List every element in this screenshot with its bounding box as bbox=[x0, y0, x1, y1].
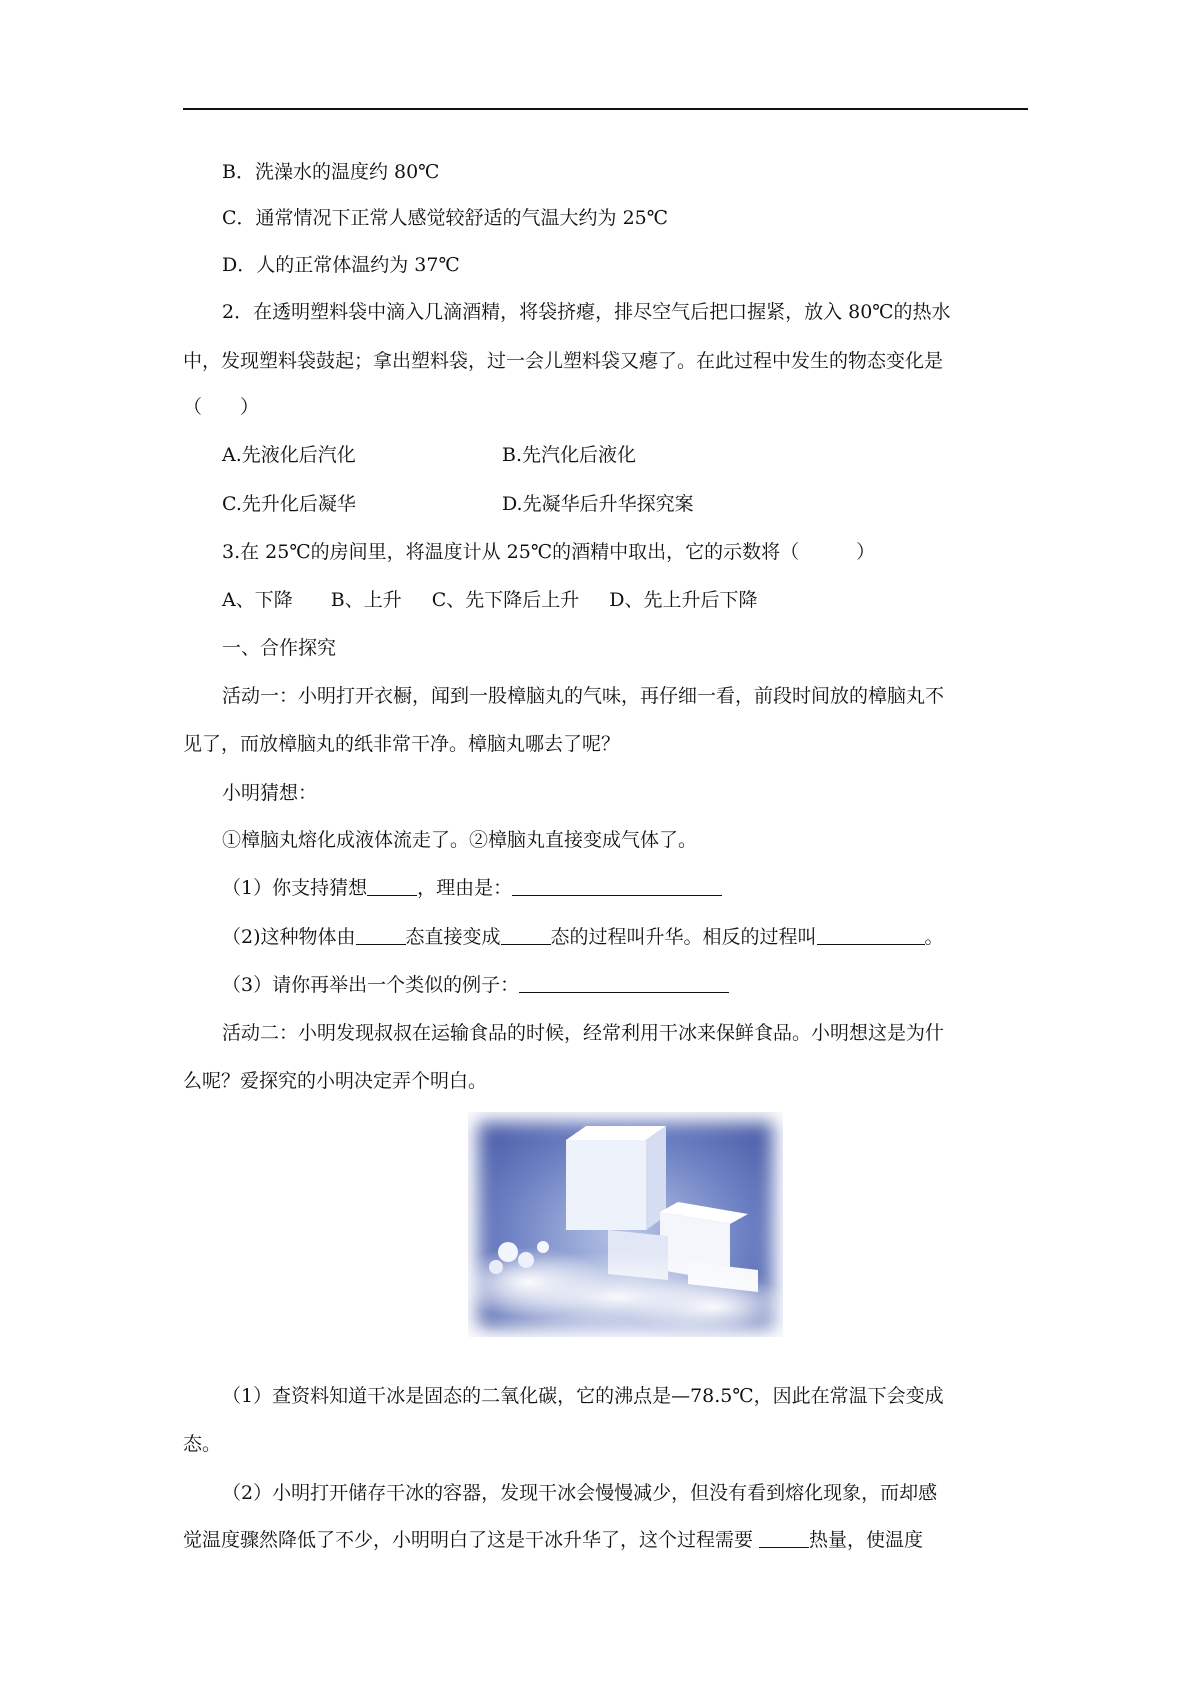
activity2-p1-line1: （1）查资料知道干冰是固态的二氧化碳，它的沸点是—78.5℃，因此在常温下会变成 bbox=[222, 1385, 944, 1407]
activity1-question-3: （3）请你再举出一个类似的例子： bbox=[222, 973, 729, 997]
blank-guess[interactable] bbox=[367, 877, 417, 896]
activity2-p1-line2: 态。 bbox=[183, 1433, 222, 1455]
q1-option-d: D．人的正常体温约为 37℃ bbox=[222, 254, 460, 276]
guess-label: 小明猜想： bbox=[222, 782, 318, 804]
q2-option-c: C.先升化后凝华 bbox=[222, 493, 356, 515]
header-rule bbox=[183, 108, 1028, 110]
blank-state-to[interactable] bbox=[501, 926, 551, 945]
q3-options bbox=[222, 588, 757, 612]
q1-option-b: B．洗澡水的温度约 80℃ bbox=[222, 161, 440, 183]
q2-answer-paren: （ ） bbox=[183, 396, 260, 418]
activity1-line1: 活动一：小明打开衣橱，闻到一股樟脑丸的气味，再仔细一看，前段时间放的樟脑丸不 bbox=[222, 685, 945, 707]
activity1-question-1: （1）你支持猜想 ，理由是： bbox=[222, 876, 722, 900]
section-heading: 一、合作探究 bbox=[222, 637, 337, 659]
activity2-line1: 活动二：小明发现叔叔在运输食品的时候，经常利用干冰来保鲜食品。小明想这是为什 bbox=[222, 1022, 945, 1044]
activity1-line2: 见了，而放樟脑丸的纸非常干净。樟脑丸哪去了呢？ bbox=[183, 733, 621, 755]
q3-option-d: D、先上升后下降 bbox=[609, 589, 758, 611]
q2-option-a: A.先液化后汽化 bbox=[222, 444, 356, 466]
blank-example[interactable] bbox=[519, 974, 729, 993]
blank-state-from[interactable] bbox=[356, 926, 406, 945]
q3-option-b: B、上升 bbox=[330, 589, 402, 611]
q3-option-c: C、先下降后上升 bbox=[431, 589, 580, 611]
blank-reverse-process[interactable] bbox=[817, 926, 925, 945]
activity2-p2-line1: （2）小明打开储存干冰的容器，发现干冰会慢慢减少，但没有看到熔化现象，而却感 bbox=[222, 1482, 938, 1504]
guesses: ①樟脑丸熔化成液体流走了。②樟脑丸直接变成气体了。 bbox=[222, 829, 698, 851]
q3-stem: 3.在 25℃的房间里，将温度计从 25℃的酒精中取出，它的示数将（ ） bbox=[222, 541, 876, 563]
blank-reason[interactable] bbox=[512, 877, 722, 896]
activity2-line2: 么呢？爱探究的小明决定弄个明白。 bbox=[183, 1070, 488, 1092]
q2-stem-line2: 中，发现塑料袋鼓起；拿出塑料袋，过一会儿塑料袋又瘪了。在此过程中发生的物态变化是 bbox=[183, 350, 944, 372]
q2-stem-line1: 2．在透明塑料袋中滴入几滴酒精，将袋挤瘪，排尽空气后把口握紧，放入 80℃的热水 bbox=[222, 301, 951, 323]
q2-option-b: B.先汽化后液化 bbox=[502, 444, 637, 466]
activity2-p2-line2: 觉温度骤然降低了不少，小明明白了这是干冰升华了，这个过程需要 热量，使温度 bbox=[183, 1529, 924, 1551]
activity1-question-2: （2)这种物体由 态直接变成 态的过程叫升华。相反的过程叫 。 bbox=[222, 926, 944, 948]
q3-option-a: A、下降 bbox=[222, 589, 293, 611]
q1-option-c: C．通常情况下正常人感觉较舒适的气温大约为 25℃ bbox=[222, 207, 669, 229]
q2-option-d: D.先凝华后升华探究案 bbox=[502, 493, 694, 515]
blank-heat[interactable] bbox=[759, 1529, 809, 1548]
dry-ice-photo bbox=[468, 1112, 783, 1337]
